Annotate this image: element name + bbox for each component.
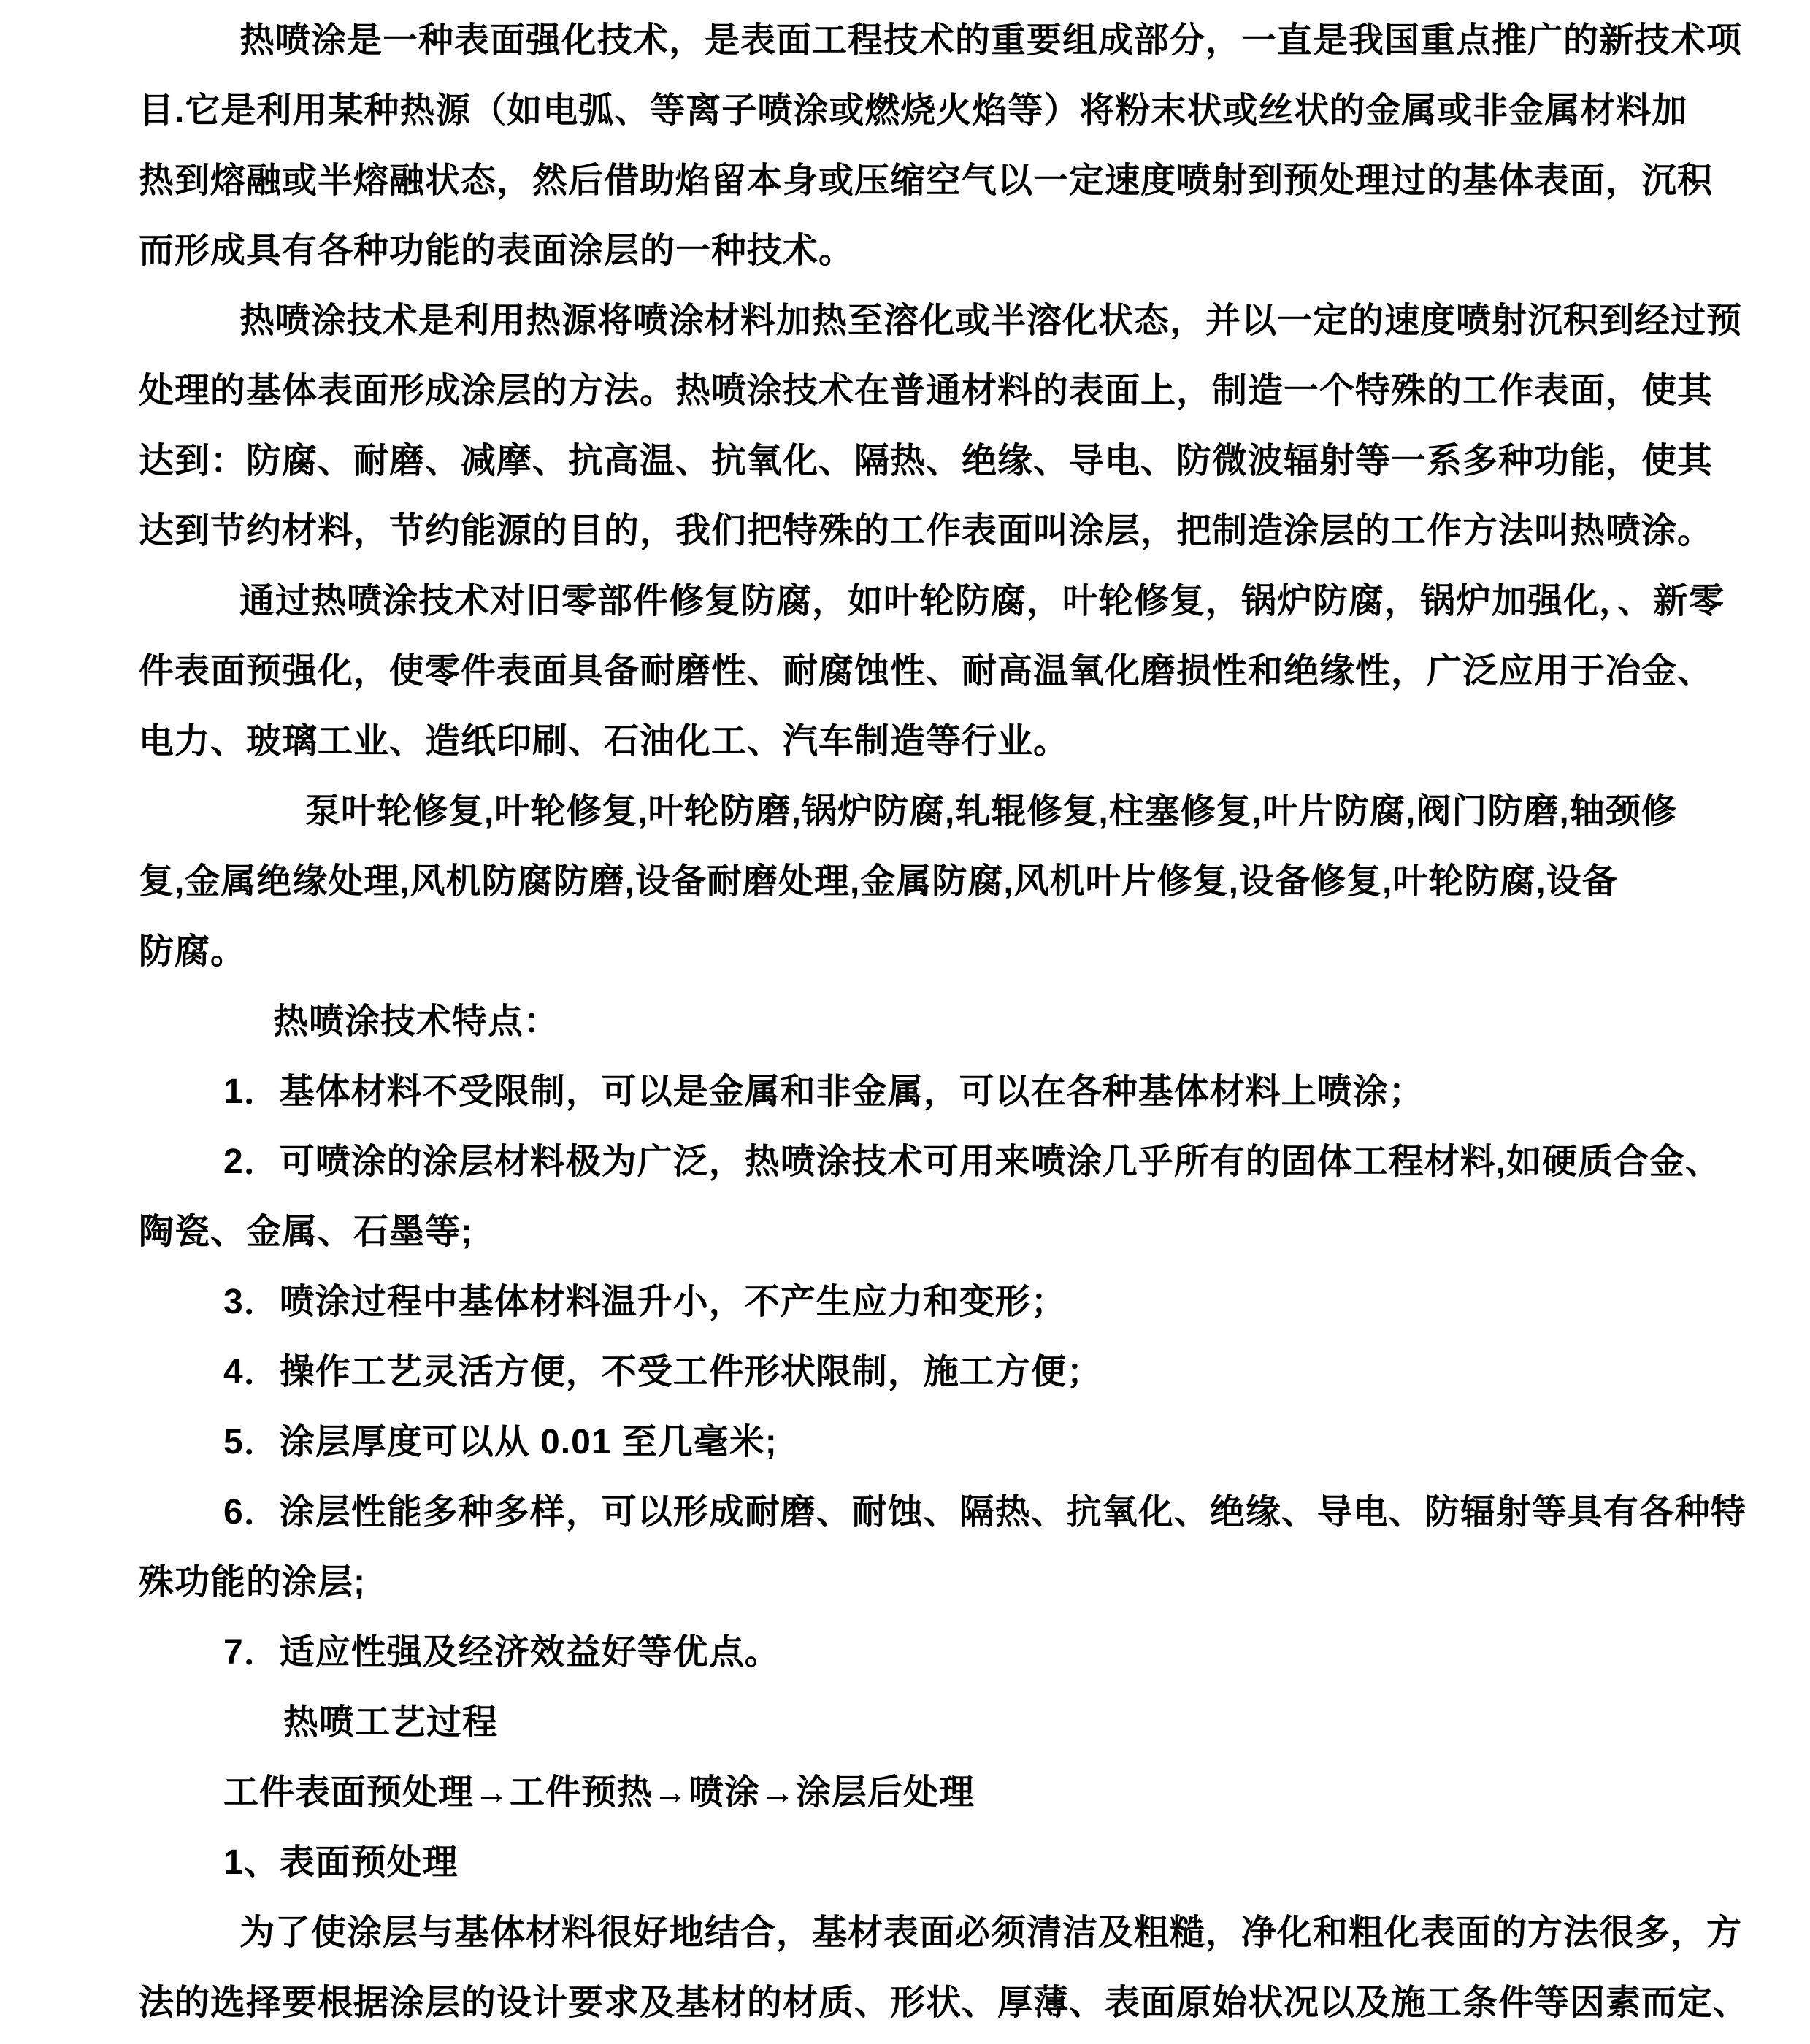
text-line: 殊功能的涂层; — [139, 1563, 366, 1602]
text-line: 热到熔融或半熔融状态，然后借助焰留本身或压缩空气以一定速度喷射到预处理过的基体表面，沉积 — [139, 161, 1714, 200]
text-line: 达到：防腐、耐磨、减摩、抗高温、抗氧化、隔热、绝缘、导电、防微波辐射等一系多种功能，使其 — [139, 442, 1714, 480]
text-line: 而形成具有各种功能的表面涂层的一种技术。 — [139, 231, 855, 270]
text-line: 2．可喷涂的涂层材料极为广泛，热喷涂技术可用来喷涂几乎所有的固体工程材料,如硬质合金、 — [223, 1142, 1722, 1181]
text-line: 目.它是利用某种热源（如电弧、等离子喷涂或燃烧火焰等）将粉末状或丝状的金属或非金属材料加 — [139, 91, 1688, 130]
text-line: 1．基体材料不受限制，可以是金属和非金属，可以在各种基体材料上喷涂； — [223, 1072, 1424, 1111]
text-line: 工件表面预处理→工件预热→喷涂→涂层后处理 — [223, 1773, 975, 1812]
text-line: 处理的基体表面形成涂层的方法。热喷涂技术在普通材料的表面上，制造一个特殊的工作表面，使其 — [139, 372, 1714, 410]
text-line: 为了使涂层与基体材料很好地结合，基材表面必须清洁及粗糙，净化和粗化表面的方法很多，方 — [239, 1913, 1743, 1952]
text-line: 达到节约材料，节约能源的目的，我们把特殊的工作表面叫涂层，把制造涂层的工作方法叫热喷涂。 — [139, 512, 1714, 550]
text-line: 热喷涂技术是利用热源将喷涂材料加热至溶化或半溶化状态，并以一定的速度喷射沉积到经过预 — [239, 301, 1743, 340]
text-line: 电力、玻璃工业、造纸印刷、石油化工、汽车制造等行业。 — [139, 722, 1070, 761]
text-line: 7．适应性强及经济效益好等优点。 — [223, 1633, 781, 1672]
text-line: 5．涂层厚度可以从 0.01 至几毫米; — [223, 1423, 778, 1461]
text-line: 热喷涂技术特点： — [273, 1002, 560, 1041]
text-line: 4．操作工艺灵活方便，不受工件形状限制，施工方便； — [223, 1353, 1103, 1391]
text-line: 6．涂层性能多种多样，可以形成耐磨、耐蚀、隔热、抗氧化、绝缘、导电、防辐射等具有各种特 — [223, 1493, 1746, 1532]
text-line: 法的选择要根据涂层的设计要求及基材的材质、形状、厚薄、表面原始状况以及施工条件等因素而定、 — [139, 1983, 1749, 2022]
text-line: 泵叶轮修复,叶轮修复,叶轮防磨,锅炉防腐,轧辊修复,柱塞修复,叶片防腐,阀门防磨,轴颈修 — [305, 792, 1677, 831]
text-line: 热喷涂是一种表面强化技术，是表面工程技术的重要组成部分，一直是我国重点推广的新技术项 — [239, 21, 1743, 60]
text-line: 热喷工艺过程 — [283, 1703, 499, 1742]
text-line: 件表面预强化，使零件表面具备耐磨性、耐腐蚀性、耐高温氧化磨损性和绝缘性，广泛应用于冶金、 — [139, 652, 1714, 691]
text-line: 1、表面预处理 — [223, 1843, 459, 1882]
text-line: 3．喷涂过程中基体材料温升小，不产生应力和变形； — [223, 1283, 1067, 1321]
text-line: 防腐。 — [139, 932, 247, 971]
text-line: 陶瓷、金属、石墨等; — [139, 1213, 473, 1251]
text-line: 复,金属绝缘处理,风机防腐防磨,设备耐磨处理,金属防腐,风机叶片修复,设备修复,叶轮防腐,设备 — [139, 862, 1618, 901]
text-line: 通过热喷涂技术对旧零部件修复防腐，如叶轮防腐，叶轮修复，锅炉防腐，锅炉加强化，、新零 — [239, 582, 1725, 620]
